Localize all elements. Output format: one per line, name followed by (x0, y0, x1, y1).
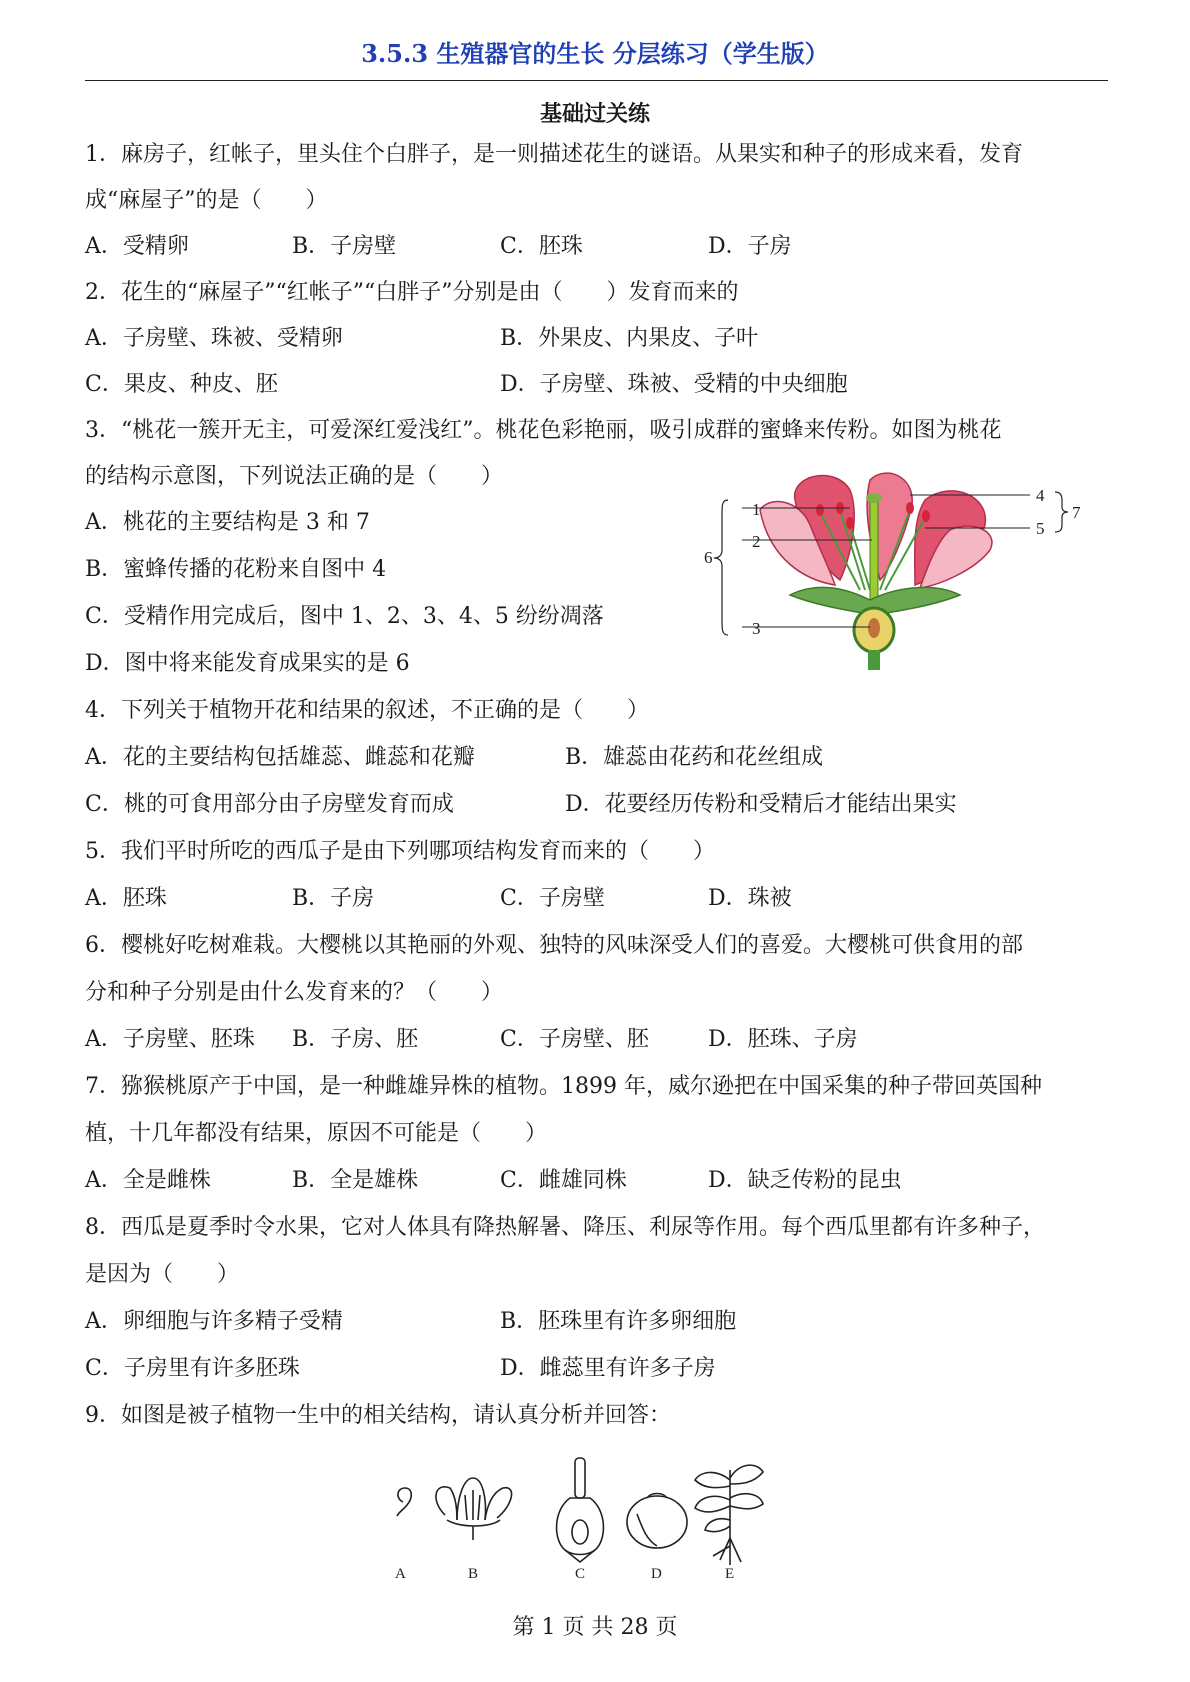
q6-stem-line1: 6．樱桃好吃树难栽。大樱桃以其艳丽的外观、独特的风味深受人们的喜爱。大樱桃可供食用的部 (85, 933, 1024, 958)
peach-flower-diagram (700, 470, 1090, 670)
stigma (866, 493, 882, 503)
figure-label-e: E (725, 1566, 735, 1580)
section-title: 基础过关练 (539, 101, 650, 127)
q8-option-d: D．雌蕊里有许多子房 (500, 1356, 716, 1381)
q7-option-a: A．全是雌株 (85, 1168, 211, 1193)
q3-option-b: B．蜜蜂传播的花粉来自图中 4 (85, 557, 387, 582)
figure-label-b: B (468, 1566, 479, 1580)
q8-stem-line2: 是因为（ ） (85, 1262, 240, 1287)
q1-option-c: C．胚珠 (500, 234, 583, 259)
q6-option-c: C．子房壁、胚 (500, 1027, 649, 1052)
ovule (868, 618, 880, 638)
figure-label-2: 2 (752, 532, 761, 551)
q6-option-d: D．胚珠、子房 (708, 1027, 858, 1052)
q4-option-a: A．花的主要结构包括雄蕊、雌蕊和花瓣 (85, 745, 475, 770)
fruit-sketch (627, 1494, 687, 1549)
q4-option-c: C．桃的可食用部分由子房壁发育而成 (85, 792, 454, 817)
page-title: 3.5.3 生殖器官的生长 分层练习（学生版） (361, 39, 829, 68)
bracket-6 (714, 500, 728, 635)
q2-option-a: A．子房壁、珠被、受精卵 (85, 326, 343, 351)
q7-stem-line1: 7．猕猴桃原产于中国，是一种雌雄异株的植物。1899 年，威尔逊把在中国采集的种子带回英国种 (85, 1074, 1042, 1099)
q5-option-c: C．子房壁 (500, 886, 605, 911)
plant-lifecycle-figure (385, 1450, 805, 1580)
q7-option-b: B．全是雄株 (292, 1168, 419, 1193)
q3-stem-line2: 的结构示意图，下列说法正确的是（ ） (85, 464, 504, 489)
q6-option-a: A．子房壁、胚珠 (85, 1027, 255, 1052)
q5-stem-line1: 5．我们平时所吃的西瓜子是由下列哪项结构发育而来的（ ） (85, 839, 715, 864)
q7-option-c: C．雌雄同株 (500, 1168, 627, 1193)
q3-option-c: C．受精作用完成后，图中 1、2、3、4、5 纷纷凋落 (85, 604, 604, 629)
page-footer: 第 1 页 共 28 页 (512, 1615, 678, 1640)
flower-stalk (868, 650, 880, 670)
q1-option-a: A．受精卵 (85, 234, 189, 259)
pistil-style (870, 500, 878, 610)
q3-option-a: A．桃花的主要结构是 3 和 7 (85, 510, 370, 535)
q7-option-d: D．缺乏传粉的昆虫 (708, 1168, 902, 1193)
plant-lifecycle-diagram (385, 1450, 805, 1580)
flower-sketch (436, 1478, 512, 1540)
q2-option-b: B．外果皮、内果皮、子叶 (500, 326, 759, 351)
q2-stem-line1: 2．花生的“麻屋子”“红帐子”“白胖子”分别是由（ ）发育而来的 (85, 280, 739, 305)
header-divider (85, 80, 1108, 81)
figure-label-4: 4 (1036, 486, 1045, 505)
q8-option-c: C．子房里有许多胚珠 (85, 1356, 300, 1381)
plant-sketch (695, 1465, 763, 1565)
pistil-sketch (557, 1458, 604, 1562)
seed-sketch (397, 1488, 411, 1516)
figure-label-1: 1 (752, 500, 761, 519)
q3-stem-line1: 3．“桃花一簇开无主，可爱深红爱浅红”。桃花色彩艳丽，吸引成群的蜜蜂来传粉。如图为桃花 (85, 418, 1002, 443)
bracket-7 (1055, 492, 1068, 532)
q5-option-a: A．胚珠 (85, 886, 167, 911)
figure-label-3: 3 (752, 619, 761, 638)
q3-option-d: D．图中将来能发育成果实的是 6 (85, 651, 410, 676)
figure-label-5: 5 (1036, 519, 1045, 538)
q4-option-b: B．雄蕊由花药和花丝组成 (565, 745, 824, 770)
q6-stem-line2: 分和种子分别是由什么发育来的？（ ） (85, 980, 504, 1005)
q2-option-d: D．子房壁、珠被、受精的中央细胞 (500, 372, 848, 397)
figure-label-a: A (395, 1566, 406, 1580)
figure-label-7: 7 (1072, 503, 1081, 522)
q4-option-d: D．花要经历传粉和受精后才能结出果实 (565, 792, 957, 817)
q2-option-c: C．果皮、种皮、胚 (85, 372, 278, 397)
q1-option-b: B．子房壁 (292, 234, 397, 259)
q1-option-d: D．子房 (708, 234, 792, 259)
figure-label-c: C (575, 1566, 586, 1580)
q4-stem-line1: 4．下列关于植物开花和结果的叙述，不正确的是（ ） (85, 698, 649, 723)
q1-stem-line1: 1．麻房子，红帐子，里头住个白胖子，是一则描述花生的谜语。从果实和种子的形成来看，发育 (85, 142, 1024, 167)
q1-stem-line2: 成“麻屋子”的是（ ） (85, 188, 328, 213)
q7-stem-line2: 植，十几年都没有结果，原因不可能是（ ） (85, 1121, 548, 1146)
q8-option-a: A．卵细胞与许多精子受精 (85, 1309, 343, 1334)
q6-option-b: B．子房、胚 (292, 1027, 419, 1052)
q5-option-d: D．珠被 (708, 886, 792, 911)
peach-flower-figure (700, 470, 1090, 670)
q8-stem-line1: 8．西瓜是夏季时令水果，它对人体具有降热解暑、降压、利尿等作用。每个西瓜里都有许多种子， (85, 1215, 1046, 1240)
q5-option-b: B．子房 (292, 886, 375, 911)
q8-option-b: B．胚珠里有许多卵细胞 (500, 1309, 737, 1334)
figure-label-6: 6 (704, 548, 713, 567)
q9-stem-line1: 9．如图是被子植物一生中的相关结构，请认真分析并回答： (85, 1403, 671, 1428)
figure-label-d: D (651, 1566, 662, 1580)
